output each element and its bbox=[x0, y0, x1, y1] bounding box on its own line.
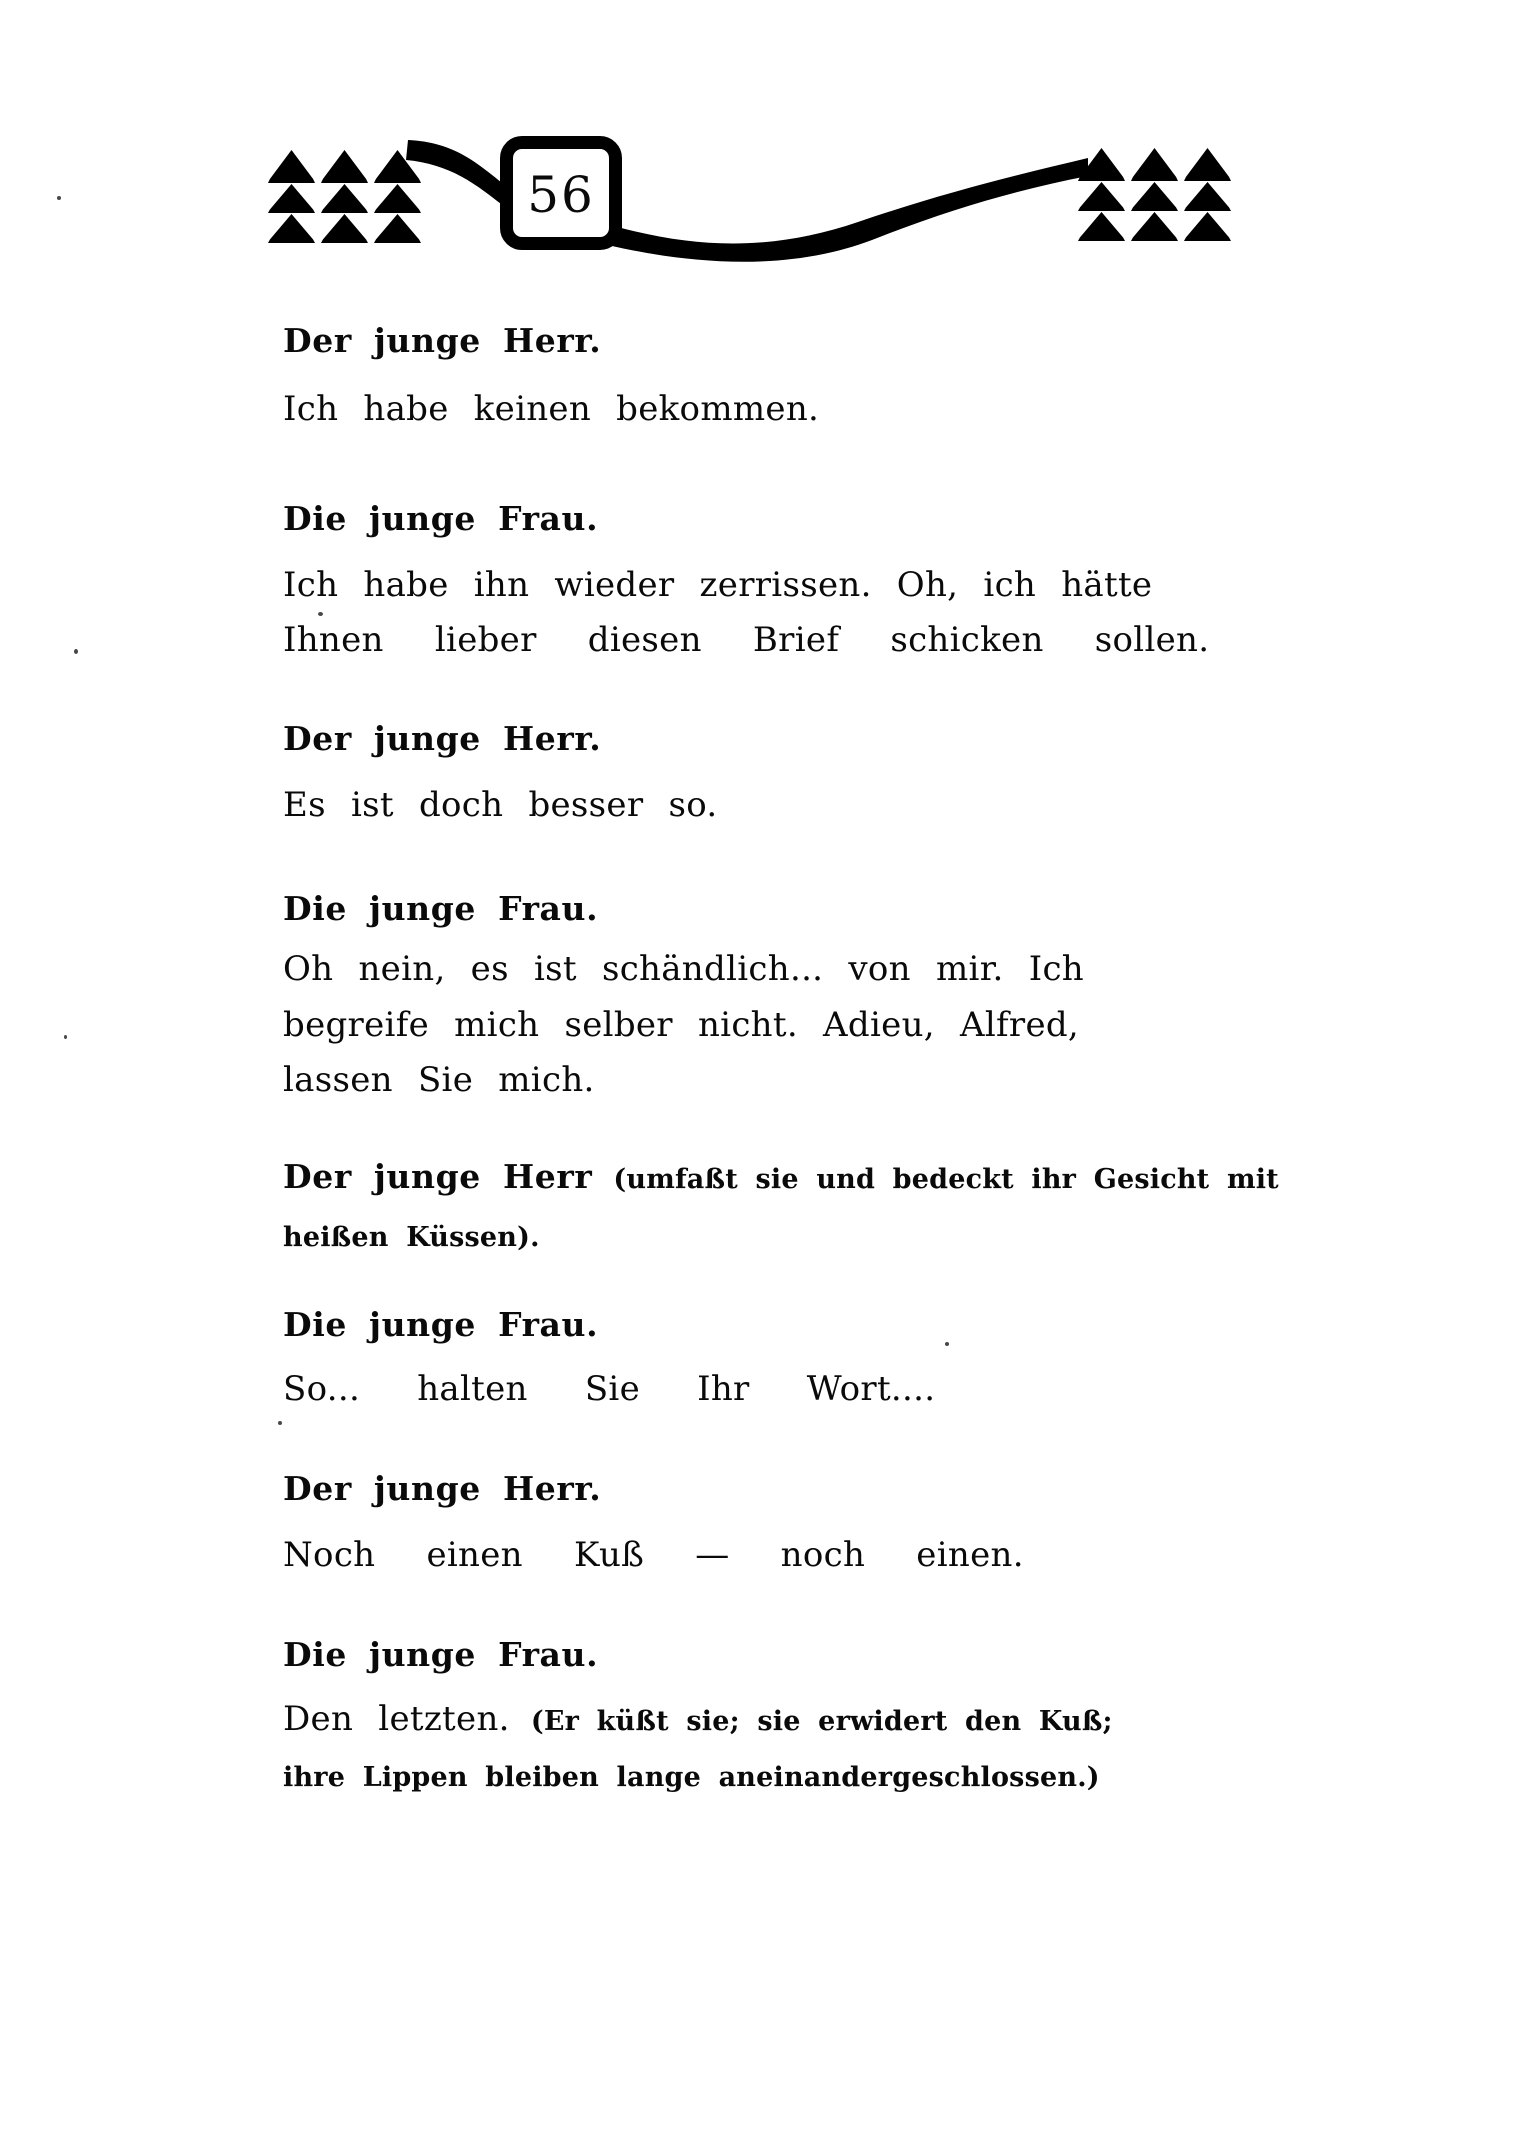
scan-speck bbox=[945, 1342, 949, 1346]
triangle-icon bbox=[1184, 212, 1231, 241]
speaker-name: Der junge Herr. bbox=[283, 719, 602, 758]
stage-direction: heißen Küssen). bbox=[283, 1222, 540, 1253]
speaker-name: Die junge Frau. bbox=[283, 499, 599, 538]
flourish-swoosh-icon bbox=[0, 0, 1513, 300]
dialogue-line: Ihnen lieber diesen Brief schicken sollen. bbox=[283, 620, 1210, 660]
speaker-with-stage-direction bbox=[283, 1158, 1279, 1196]
scan-speck bbox=[278, 1421, 282, 1425]
dialogue-line: Noch einen Kuß — noch einen. bbox=[283, 1535, 1024, 1575]
dialogue-text: Den letzten. bbox=[283, 1699, 510, 1739]
speaker-name: Der junge Herr. bbox=[283, 1469, 602, 1508]
triangle-icon bbox=[1184, 182, 1231, 211]
stage-direction: (umfaßt sie und bedeckt ihr Gesicht mit bbox=[613, 1164, 1279, 1195]
triangle-icon bbox=[1131, 148, 1178, 181]
scan-speck bbox=[64, 1035, 67, 1039]
stage-direction: (Er küßt sie; sie erwidert den Kuß; bbox=[530, 1706, 1113, 1737]
triangle-icon bbox=[1131, 212, 1178, 241]
dialogue-line-with-stage-direction bbox=[283, 1700, 1113, 1739]
triangle-icon bbox=[1131, 182, 1178, 211]
speaker-name: Die junge Frau. bbox=[283, 1305, 599, 1344]
page-number-box bbox=[500, 136, 622, 250]
dialogue-line: Ich habe keinen bekommen. bbox=[283, 389, 820, 429]
triangle-icon bbox=[1078, 212, 1125, 241]
triangle-icon bbox=[1078, 182, 1125, 211]
triangle-icon bbox=[1078, 148, 1125, 181]
dialogue-line: Es ist doch besser so. bbox=[283, 785, 718, 825]
speaker-name: Die junge Frau. bbox=[283, 889, 599, 928]
scan-speck bbox=[74, 649, 78, 654]
stage-direction: ihre Lippen bleiben lange aneinandergeschlossen.) bbox=[283, 1762, 1100, 1793]
scan-speck bbox=[57, 196, 61, 200]
scan-speck bbox=[318, 612, 323, 616]
dialogue-line: Ich habe ihn wieder zerrissen. Oh, ich hätte bbox=[283, 565, 1153, 605]
speaker-name: Die junge Frau. bbox=[283, 1635, 599, 1674]
speaker-name: Der junge Herr. bbox=[283, 321, 602, 360]
triangle-icon bbox=[1184, 148, 1231, 181]
speaker-name: Der junge Herr bbox=[283, 1157, 593, 1196]
dialogue-line: So... halten Sie Ihr Wort.... bbox=[283, 1369, 936, 1409]
dialogue-line: begreife mich selber nicht. Adieu, Alfred, bbox=[283, 1005, 1080, 1045]
page-number: 56 bbox=[527, 166, 595, 224]
dialogue-line: lassen Sie mich. bbox=[283, 1060, 595, 1100]
ornament-right-triangles-icon bbox=[1078, 148, 1231, 241]
dialogue-line: Oh nein, es ist schändlich... von mir. Ich bbox=[283, 949, 1084, 989]
